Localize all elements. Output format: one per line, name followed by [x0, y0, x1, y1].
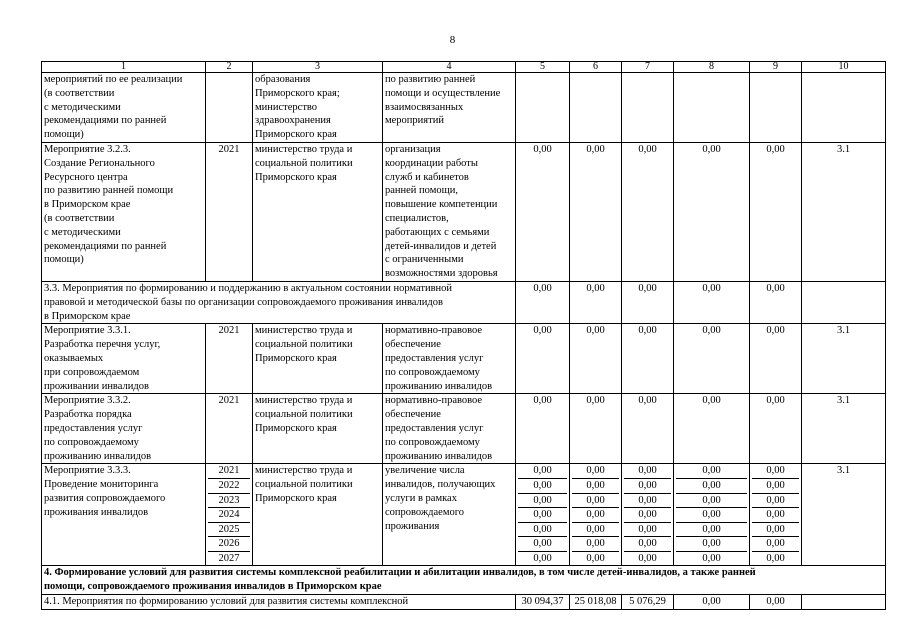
indicator-ref: 3.1: [802, 394, 886, 464]
value-list: 0,00 0,00 0,00 0,00 0,00 0,00 0,00: [622, 464, 674, 566]
col-header: 8: [674, 62, 750, 73]
value-list: 0,00 0,00 0,00 0,00 0,00 0,00 0,00: [570, 464, 622, 566]
section-title: 3.3. Мероприятия по формированию и поддержанию в актуальном состоянии нормативной правовой и методической базы по организации сопровождаемого проживания инвалидов в Приморском крае: [42, 281, 516, 323]
table-row: [42, 464, 886, 566]
header-row: [42, 62, 886, 73]
col-header: 2: [206, 62, 253, 73]
table-row: [42, 394, 886, 464]
col-header: 10: [802, 62, 886, 73]
value-cell: 0,00: [750, 324, 802, 394]
page-number: 8: [449, 34, 456, 46]
col-header: 7: [622, 62, 674, 73]
value-list: 0,00 0,00 0,00 0,00 0,00 0,00 0,00: [674, 464, 750, 566]
executor: министерство труда и социальной политики Приморского края: [253, 324, 383, 394]
year-cell: 2021: [206, 142, 253, 281]
value-cell: 0,00: [516, 281, 570, 323]
value-cell: 0,00: [516, 142, 570, 281]
value-cell: 0,00: [570, 142, 622, 281]
value-cell: 0,00: [674, 595, 750, 610]
activity-name: Мероприятие 3.2.3. Создание Регионального Ресурсного центра по развитию ранней помощи в Приморском крае (в соответствии с методическими рекомендациями по ранней помощи): [42, 142, 206, 281]
value-cell: 0,00: [674, 394, 750, 464]
table-row: [42, 73, 886, 143]
value-cell: 0,00: [750, 595, 802, 610]
value-cell: 0,00: [674, 142, 750, 281]
table-row: [42, 324, 886, 394]
executor: министерство труда и социальной политики Приморского края: [253, 464, 383, 566]
activity-name: Мероприятие 3.3.2. Разработка порядка предоставления услуг по сопровождаемому проживанию инвалидов: [42, 394, 206, 464]
value-cell: 25 018,08: [570, 595, 622, 610]
expected-result: организация координации работы служб и кабинетов ранней помощи, повышение компетенции специалистов, работающих с семьями детей-инвалидов и детей с ограниченными возможностями здоровья: [383, 142, 516, 281]
section-row: [42, 566, 886, 595]
col-header: 9: [750, 62, 802, 73]
value-cell: 0,00: [570, 324, 622, 394]
expected-result: нормативно-правовое обеспечение предоставления услуг по сопровождаемому проживанию инвалидов: [383, 394, 516, 464]
year-cell: 2022: [208, 479, 250, 494]
section-title: 4. Формирование условий для развития системы комплексной реабилитации и абилитации инвалидов, в том числе детей-инвалидов, а также ранней помощи, сопровождаемого проживания инвалидов в Приморском крае: [42, 566, 886, 595]
year-cell: [206, 73, 253, 143]
section-title: 4.1. Мероприятия по формированию условий для развития системы комплексной: [42, 595, 516, 610]
program-table: [41, 61, 886, 610]
col-header: 3: [253, 62, 383, 73]
col-header: 5: [516, 62, 570, 73]
value-cell: 0,00: [570, 394, 622, 464]
value-cell: 5 076,29: [622, 595, 674, 610]
col-header: 1: [42, 62, 206, 73]
year-cell: 2023: [208, 494, 250, 509]
indicator-ref: 3.1: [802, 142, 886, 281]
value-cell: 0,00: [750, 394, 802, 464]
indicator-ref: 3.1: [802, 324, 886, 394]
year-cell: 2024: [208, 508, 250, 523]
activity-name: мероприятий по ее реализации (в соответствии с методическими рекомендациями по ранней помощи): [42, 73, 206, 143]
col-header: 4: [383, 62, 516, 73]
value-cell: 0,00: [516, 324, 570, 394]
value-cell: 0,00: [750, 142, 802, 281]
executor: министерство труда и социальной политики Приморского края: [253, 142, 383, 281]
executor: образования Приморского края; министерство здравоохранения Приморского края: [253, 73, 383, 143]
value-cell: 0,00: [750, 281, 802, 323]
value-cell: 0,00: [622, 142, 674, 281]
value-cell: 0,00: [622, 324, 674, 394]
value-list: 0,00 0,00 0,00 0,00 0,00 0,00 0,00: [516, 464, 570, 566]
col-header: 6: [570, 62, 622, 73]
value-cell: 0,00: [674, 281, 750, 323]
expected-result: увеличение числа инвалидов, получающих услуги в рамках сопровождаемого проживания: [383, 464, 516, 566]
value-cell: 30 094,37: [516, 595, 570, 610]
expected-result: нормативно-правовое обеспечение предоставления услуг по сопровождаемому проживанию инвалидов: [383, 324, 516, 394]
value-cell: 0,00: [516, 394, 570, 464]
executor: министерство труда и социальной политики Приморского края: [253, 394, 383, 464]
table-row: [42, 142, 886, 281]
value-cell: 0,00: [622, 394, 674, 464]
expected-result: по развитию ранней помощи и осуществление взаимосвязанных мероприятий: [383, 73, 516, 143]
section-row: [42, 281, 886, 323]
indicator-ref: 3.1: [802, 464, 886, 566]
year-cell: 2026: [208, 537, 250, 552]
value-cell: 0,00: [622, 281, 674, 323]
section-row: [42, 595, 886, 610]
year-cell: 2027: [218, 552, 240, 564]
value-cell: 0,00: [674, 324, 750, 394]
value-cell: 0,00: [570, 281, 622, 323]
value-list: 0,00 0,00 0,00 0,00 0,00 0,00 0,00: [750, 464, 802, 566]
activity-name: Мероприятие 3.3.3. Проведение мониторинга развития сопровождаемого проживания инвалидов: [42, 464, 206, 566]
year-cell: 2021: [208, 464, 250, 479]
year-list: [206, 464, 253, 566]
year-cell: 2021: [206, 324, 253, 394]
year-cell: 2021: [206, 394, 253, 464]
activity-name: Мероприятие 3.3.1. Разработка перечня услуг, оказываемых при сопровождаемом проживании инвалидов: [42, 324, 206, 394]
year-cell: 2025: [208, 523, 250, 538]
